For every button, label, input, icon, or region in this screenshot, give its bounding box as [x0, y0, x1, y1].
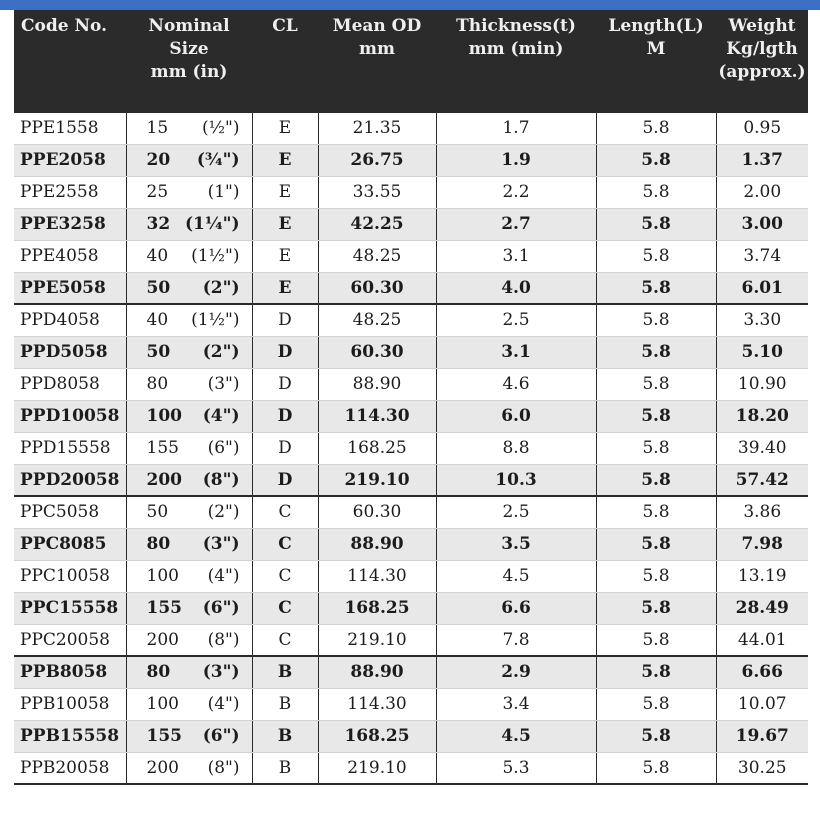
cell-nominal-size: [126, 240, 252, 272]
cell-code-no: PPB20058: [14, 752, 126, 784]
cell-class: C: [252, 528, 318, 560]
table-row: [14, 368, 808, 400]
cell-weight: 57.42: [716, 464, 808, 496]
cell-length: 5.8: [596, 752, 716, 784]
table-row: [14, 464, 808, 496]
cell-mean-od: 60.30: [318, 272, 436, 304]
table-row: [14, 496, 808, 528]
cell-code-no: PPB10058: [14, 688, 126, 720]
cell-weight: 6.01: [716, 272, 808, 304]
cell-code-no: PPD20058: [14, 464, 126, 496]
cell-nominal-mm: 100: [146, 406, 182, 426]
cell-nominal-size: [126, 496, 252, 528]
header-weight: Weight Kg/lgth (approx.): [716, 10, 808, 112]
cell-nominal-size: [126, 112, 252, 144]
cell-length: 5.8: [596, 624, 716, 656]
table-row: [14, 432, 808, 464]
cell-thickness: 4.5: [436, 720, 596, 752]
cell-mean-od: 48.25: [318, 240, 436, 272]
cell-length: 5.8: [596, 208, 716, 240]
cell-length: 5.8: [596, 528, 716, 560]
cell-mean-od: 88.90: [318, 656, 436, 688]
cell-nominal-mm: 100: [146, 694, 179, 714]
cell-nominal-mm: 155: [146, 438, 179, 458]
cell-thickness: 6.6: [436, 592, 596, 624]
cell-nominal-size: [126, 400, 252, 432]
cell-nominal-mm: 50: [146, 342, 171, 362]
cell-nominal-mm: 20: [146, 150, 171, 170]
cell-code-no: PPE2558: [14, 176, 126, 208]
cell-nominal-size: [126, 528, 252, 560]
pipe-spec-table: [14, 10, 808, 785]
header-thickness: Thickness(t) mm (min): [436, 10, 596, 112]
table-row: [14, 656, 808, 688]
table-row: [14, 208, 808, 240]
cell-weight: 3.30: [716, 304, 808, 336]
table-header-row: [14, 10, 808, 112]
header-mean-od: Mean OD mm: [318, 10, 436, 112]
cell-nominal-mm: 100: [146, 566, 179, 586]
cell-nominal-inch: (1½"): [191, 310, 240, 331]
cell-nominal-size: [126, 304, 252, 336]
cell-mean-od: 114.30: [318, 400, 436, 432]
cell-code-no: PPC15558: [14, 592, 126, 624]
cell-weight: 2.00: [716, 176, 808, 208]
cell-length: 5.8: [596, 400, 716, 432]
cell-nominal-mm: 80: [146, 534, 171, 554]
cell-weight: 0.95: [716, 112, 808, 144]
cell-nominal-mm: 155: [146, 726, 182, 746]
table-row: [14, 528, 808, 560]
cell-mean-od: 114.30: [318, 560, 436, 592]
cell-code-no: PPB15558: [14, 720, 126, 752]
cell-thickness: 1.9: [436, 144, 596, 176]
cell-class: B: [252, 752, 318, 784]
cell-length: 5.8: [596, 560, 716, 592]
cell-mean-od: 168.25: [318, 720, 436, 752]
cell-mean-od: 60.30: [318, 336, 436, 368]
cell-weight: 30.25: [716, 752, 808, 784]
cell-length: 5.8: [596, 368, 716, 400]
cell-weight: 18.20: [716, 400, 808, 432]
cell-length: 5.8: [596, 144, 716, 176]
cell-thickness: 3.5: [436, 528, 596, 560]
cell-thickness: 2.9: [436, 656, 596, 688]
cell-code-no: PPE2058: [14, 144, 126, 176]
cell-length: 5.8: [596, 304, 716, 336]
cell-nominal-size: [126, 624, 252, 656]
cell-code-no: PPD10058: [14, 400, 126, 432]
cell-nominal-inch: (¾"): [196, 150, 240, 170]
table-row: [14, 240, 808, 272]
cell-nominal-mm: 50: [146, 277, 171, 298]
cell-nominal-size: [126, 432, 252, 464]
cell-nominal-inch: (6"): [202, 726, 240, 746]
cell-nominal-inch: (6"): [202, 598, 240, 618]
cell-nominal-mm: 40: [146, 246, 169, 266]
cell-class: D: [252, 336, 318, 368]
cell-thickness: 3.1: [436, 240, 596, 272]
cell-class: D: [252, 464, 318, 496]
cell-thickness: 8.8: [436, 432, 596, 464]
table-row: [14, 272, 808, 304]
cell-thickness: 4.0: [436, 272, 596, 304]
cell-code-no: PPD15558: [14, 432, 126, 464]
cell-length: 5.8: [596, 112, 716, 144]
cell-code-no: PPE5058: [14, 272, 126, 304]
cell-weight: 5.10: [716, 336, 808, 368]
cell-nominal-inch: (4"): [202, 406, 240, 426]
cell-class: E: [252, 144, 318, 176]
cell-nominal-inch: (4"): [207, 694, 240, 714]
cell-class: C: [252, 624, 318, 656]
cell-length: 5.8: [596, 720, 716, 752]
cell-code-no: PPD4058: [14, 304, 126, 336]
cell-nominal-mm: 50: [146, 502, 169, 523]
cell-nominal-mm: 200: [146, 469, 182, 490]
header-code-no: Code No.: [14, 10, 126, 112]
cell-thickness: 2.5: [436, 496, 596, 528]
cell-nominal-mm: 25: [146, 182, 169, 202]
table-row: [14, 304, 808, 336]
cell-length: 5.8: [596, 432, 716, 464]
cell-class: B: [252, 720, 318, 752]
cell-nominal-size: [126, 688, 252, 720]
cell-nominal-inch: (1½"): [191, 246, 240, 266]
cell-nominal-size: [126, 368, 252, 400]
cell-nominal-inch: (4"): [207, 566, 240, 586]
cell-mean-od: 26.75: [318, 144, 436, 176]
cell-nominal-inch: (8"): [207, 629, 240, 650]
table-row: [14, 400, 808, 432]
cell-nominal-size: [126, 208, 252, 240]
cell-mean-od: 219.10: [318, 464, 436, 496]
cell-mean-od: 48.25: [318, 304, 436, 336]
cell-weight: 3.86: [716, 496, 808, 528]
cell-thickness: 2.5: [436, 304, 596, 336]
cell-nominal-size: [126, 176, 252, 208]
cell-nominal-inch: (3"): [207, 374, 240, 394]
cell-nominal-inch: (6"): [207, 438, 240, 458]
cell-length: 5.8: [596, 464, 716, 496]
cell-thickness: 2.2: [436, 176, 596, 208]
cell-code-no: PPE4058: [14, 240, 126, 272]
cell-thickness: 2.7: [436, 208, 596, 240]
cell-nominal-mm: 155: [146, 598, 182, 618]
cell-nominal-inch: (1¼"): [184, 214, 240, 234]
table-row: [14, 752, 808, 784]
table-body: [14, 112, 808, 784]
cell-nominal-size: [126, 464, 252, 496]
table-row: [14, 560, 808, 592]
cell-length: 5.8: [596, 496, 716, 528]
cell-length: 5.8: [596, 656, 716, 688]
cell-weight: 3.74: [716, 240, 808, 272]
table-row: [14, 688, 808, 720]
cell-nominal-mm: 200: [146, 757, 179, 778]
cell-weight: 44.01: [716, 624, 808, 656]
cell-mean-od: 88.90: [318, 368, 436, 400]
cell-code-no: PPD5058: [14, 336, 126, 368]
cell-nominal-inch: (½"): [201, 118, 240, 139]
cell-nominal-mm: 32: [146, 214, 171, 234]
cell-nominal-size: [126, 752, 252, 784]
cell-class: C: [252, 560, 318, 592]
cell-class: D: [252, 368, 318, 400]
cell-class: E: [252, 240, 318, 272]
cell-nominal-size: [126, 592, 252, 624]
cell-mean-od: 42.25: [318, 208, 436, 240]
cell-code-no: PPC8085: [14, 528, 126, 560]
cell-thickness: 10.3: [436, 464, 596, 496]
pipe-spec-sheet: [14, 10, 808, 785]
table-row: [14, 144, 808, 176]
cell-nominal-size: [126, 144, 252, 176]
cell-nominal-mm: 200: [146, 629, 179, 650]
cell-weight: 3.00: [716, 208, 808, 240]
cell-mean-od: 60.30: [318, 496, 436, 528]
cell-class: C: [252, 496, 318, 528]
cell-thickness: 1.7: [436, 112, 596, 144]
cell-code-no: PPD8058: [14, 368, 126, 400]
cell-mean-od: 88.90: [318, 528, 436, 560]
header-length: Length(L) M: [596, 10, 716, 112]
cell-nominal-inch: (2"): [202, 342, 240, 362]
cell-class: D: [252, 400, 318, 432]
header-nominal-size: Nominal Size mm (in): [126, 10, 252, 112]
cell-class: D: [252, 304, 318, 336]
cell-weight: 7.98: [716, 528, 808, 560]
cell-mean-od: 114.30: [318, 688, 436, 720]
cell-code-no: PPB8058: [14, 656, 126, 688]
cell-code-no: PPC20058: [14, 624, 126, 656]
cell-nominal-size: [126, 272, 252, 304]
cell-code-no: PPC10058: [14, 560, 126, 592]
cell-thickness: 3.1: [436, 336, 596, 368]
cell-thickness: 3.4: [436, 688, 596, 720]
cell-nominal-inch: (8"): [202, 469, 240, 490]
top-accent-bar: [0, 0, 820, 10]
cell-nominal-mm: 80: [146, 662, 171, 683]
cell-nominal-inch: (3"): [202, 662, 240, 683]
cell-thickness: 6.0: [436, 400, 596, 432]
cell-nominal-inch: (2"): [202, 277, 240, 298]
cell-mean-od: 168.25: [318, 592, 436, 624]
cell-weight: 39.40: [716, 432, 808, 464]
cell-nominal-mm: 15: [146, 118, 169, 139]
cell-mean-od: 219.10: [318, 752, 436, 784]
cell-thickness: 4.5: [436, 560, 596, 592]
cell-nominal-inch: (3"): [202, 534, 240, 554]
cell-thickness: 4.6: [436, 368, 596, 400]
table-row: [14, 624, 808, 656]
cell-weight: 19.67: [716, 720, 808, 752]
cell-class: C: [252, 592, 318, 624]
cell-nominal-mm: 40: [146, 310, 169, 331]
cell-thickness: 7.8: [436, 624, 596, 656]
cell-nominal-inch: (2"): [207, 502, 240, 523]
cell-weight: 6.66: [716, 656, 808, 688]
cell-class: D: [252, 432, 318, 464]
cell-nominal-inch: (8"): [207, 757, 240, 778]
cell-class: E: [252, 176, 318, 208]
cell-code-no: PPC5058: [14, 496, 126, 528]
cell-code-no: PPE1558: [14, 112, 126, 144]
cell-nominal-size: [126, 656, 252, 688]
cell-weight: 10.07: [716, 688, 808, 720]
cell-class: B: [252, 656, 318, 688]
cell-class: E: [252, 112, 318, 144]
cell-weight: 28.49: [716, 592, 808, 624]
cell-weight: 10.90: [716, 368, 808, 400]
table-row: [14, 112, 808, 144]
cell-nominal-size: [126, 720, 252, 752]
cell-length: 5.8: [596, 688, 716, 720]
cell-mean-od: 33.55: [318, 176, 436, 208]
cell-weight: 1.37: [716, 144, 808, 176]
cell-length: 5.8: [596, 176, 716, 208]
cell-thickness: 5.3: [436, 752, 596, 784]
header-cl: CL: [252, 10, 318, 112]
cell-nominal-inch: (1"): [207, 182, 240, 202]
cell-nominal-size: [126, 336, 252, 368]
cell-length: 5.8: [596, 272, 716, 304]
cell-length: 5.8: [596, 592, 716, 624]
cell-nominal-mm: 80: [146, 374, 169, 394]
cell-mean-od: 219.10: [318, 624, 436, 656]
table-row: [14, 592, 808, 624]
cell-mean-od: 168.25: [318, 432, 436, 464]
table-row: [14, 176, 808, 208]
table-row: [14, 336, 808, 368]
cell-length: 5.8: [596, 336, 716, 368]
cell-class: B: [252, 688, 318, 720]
cell-weight: 13.19: [716, 560, 808, 592]
table-row: [14, 720, 808, 752]
cell-length: 5.8: [596, 240, 716, 272]
cell-code-no: PPE3258: [14, 208, 126, 240]
cell-class: E: [252, 208, 318, 240]
cell-nominal-size: [126, 560, 252, 592]
cell-class: E: [252, 272, 318, 304]
cell-mean-od: 21.35: [318, 112, 436, 144]
